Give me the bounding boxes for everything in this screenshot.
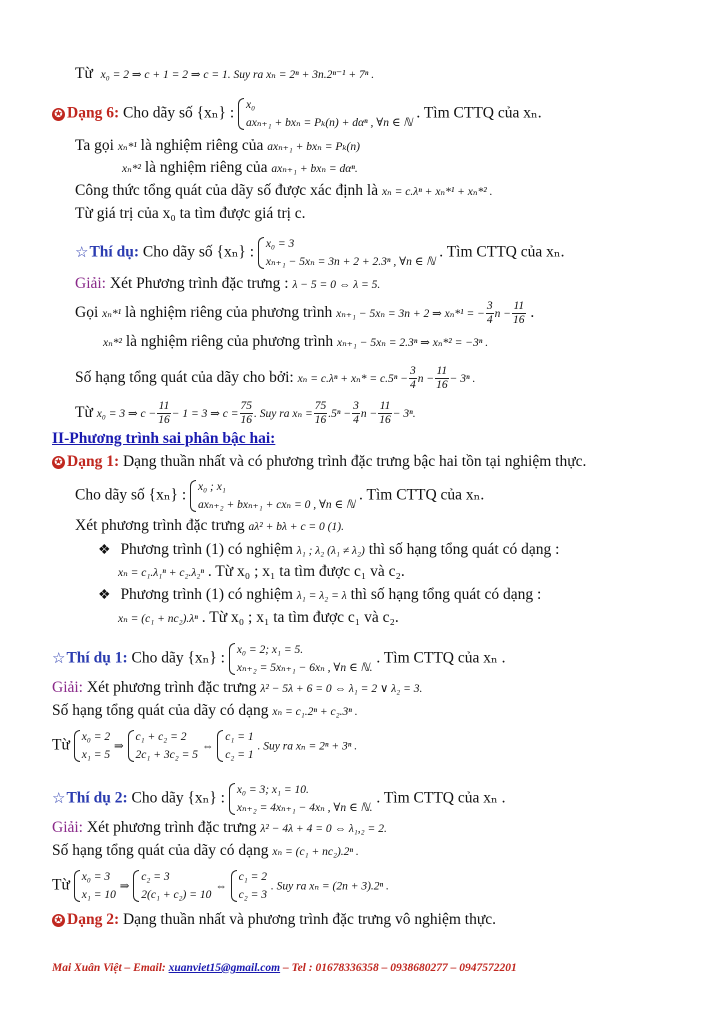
star-bullet-icon: ✪ [52,914,65,927]
formula: . Suy ra xₙ = 2ⁿ + 3ⁿ . [257,740,358,753]
formula: x₀ = 2 ⇒ c + 1 = 2 ⇒ c = 1. Suy ra xₙ = 2ⁿ + 3n.2ⁿ⁻¹ + 7ⁿ . [100,69,375,81]
text: Từ [75,404,93,422]
footer-author: Mai Xuân Việt – Email: [52,962,166,974]
page-footer [52,962,517,974]
text-line [118,562,405,583]
system-brace: c₁ = 2 c₂ = 3 [231,868,267,904]
formula: aλ² + bλ + c = 0 (1). [248,521,344,533]
formula: λ² − 4λ + 4 = 0 ⇔ λ₁,₂ = 2. [260,823,387,835]
system-brace [229,781,373,817]
fraction: $\frac{75}{16}$ [240,400,253,426]
formula: xₙ*² [122,163,141,175]
system-brace: c₂ = 3 2(c₁ + c₂) = 10 [133,868,211,904]
solution-line [75,274,380,295]
text-line [52,701,358,722]
text: . Tìm CTTQ của xₙ. [416,104,542,122]
label: Giải: [52,679,83,696]
formula: xₙ₊₁ − 5xₙ = 2.3ⁿ ⇒ xₙ*² = −3ⁿ . [337,337,489,349]
text: Cho dãy số {xₙ} : [75,486,187,504]
heading-example [75,235,564,271]
text-line [75,300,534,327]
text-line: Từ x₀ = 3 x₁ = 10 ⇒ c₂ = 3 2(c₁ + c₂) = 10 ⇔ c₁ = 2 c₂ = 3 . Suy ra xₙ = (2n + 3).2ⁿ . [52,868,389,904]
formula: xₙ = (c₁ + nc₂).2ⁿ . [272,846,359,858]
fraction: $\frac{11}{16}$ [158,400,170,426]
star-bullet-icon: ✪ [52,108,65,121]
formula: λ₁ ; λ₂ (λ₁ ≠ λ₂) [296,545,365,557]
label: Thí dụ: [89,243,139,261]
text: Xét phương trình đặc trưng [86,819,257,836]
fraction: $\frac{3}{4}$ [409,365,416,391]
text: . Tìm CTTQ của xₙ . [376,789,506,807]
formula: xₙ*² [103,337,122,349]
formula: n − [494,308,512,321]
system-brace [258,235,435,271]
text: . Từ x₀ ; x₁ ta tìm được c₁ và c₂. [207,563,405,580]
formula: xₙ₊₁ − 5xₙ = 3n + 2 ⇒ xₙ*¹ = − [336,308,485,321]
text: Cho dãy {xₙ} : [131,649,225,667]
star-outline-icon: ☆ [52,650,66,667]
text-line [75,365,475,392]
text-line [75,400,416,427]
section-heading: II-Phương trình sai phân bậc hai: [52,430,276,447]
fraction: $\frac{3}{4}$ [353,400,359,426]
formula: λ² − 5λ + 6 = 0 ⇔ λ₁ = 2 ∨ λ₂ = 3. [260,683,423,695]
heading-dang-6 [52,96,542,132]
text-line [75,181,493,202]
text: là nghiệm riêng của phương trình [124,304,333,322]
text: là nghiệm riêng của [144,159,268,176]
fraction: $\frac{3}{4}$ [486,300,493,326]
formula: axₙ₊₁ + bxₙ = Pₖ(n) + dαⁿ , ∀n ∈ ℕ [246,117,413,129]
formula: x₀ = 3; x₁ = 10. [236,784,309,796]
fraction: $\frac{11}{16}$ [379,400,391,426]
text-line [103,332,488,353]
formula: axₙ₊₁ + bxₙ = Pₖ(n) [267,141,360,153]
formula: x₀ = 2; x₁ = 5. [236,644,304,656]
label: Thí dụ 1: [66,649,128,667]
text: Xét phương trình đặc trưng [75,517,245,534]
system-brace [190,478,355,514]
star-outline-icon: ☆ [52,790,66,807]
formula: − 3ⁿ. [392,408,416,421]
text-line [75,136,360,157]
star-outline-icon: ☆ [75,244,89,261]
text: Số hạng tổng quát của dãy có dạng [52,842,269,859]
formula: axₙ₊₂ + bxₙ₊₁ + cxₙ = 0 , ∀n ∈ ℕ [198,499,356,511]
text: . Tìm CTTQ của xₙ . [376,649,506,667]
text: Gọi [75,304,99,322]
text: thì số hạng tổng quát có dạng : [368,541,560,558]
text: Cho dãy {xₙ} : [131,789,225,807]
text: Phương trình (1) có nghiệm [120,541,293,558]
label: Giải: [52,819,83,836]
system-brace [238,96,412,132]
footer-phones: – Tel : 01678336358 – 0938680277 – 0947572201 [282,962,517,974]
text: . Từ x₀ ; x₁ ta tìm được c₁ và c₂. [201,609,399,626]
system-brace: c₁ + c₂ = 2 2c₁ + 3c₂ = 5 [128,728,198,764]
label: Thí dụ 2: [66,789,128,807]
solution-line [52,818,387,839]
text: là nghiệm riêng của [140,137,264,154]
formula: λ₁ = λ₂ = λ [296,590,347,602]
label: Dạng 6: [67,104,120,122]
formula: x₀ [246,99,256,111]
formula: xₙ = c₁.2ⁿ + c₂.3ⁿ . [272,706,358,718]
text: là nghiệm riêng của phương trình [125,333,334,350]
text-line [75,516,344,537]
text: Từ [52,876,70,894]
system-brace [229,641,373,677]
formula: axₙ₊₁ + bxₙ = dαⁿ. [271,163,358,175]
formula: .5ⁿ − [328,408,352,421]
text: . Tìm CTTQ của xₙ. [359,486,485,504]
formula: xₙ₊₂ = 5xₙ₊₁ − 6xₙ , ∀n ∈ ℕ. [236,662,373,674]
formula: xₙ = (c₁ + nc₂).λⁿ [118,613,198,625]
text: Xét Phương trình đặc trưng : [109,275,289,292]
text: Số hạng tổng quát của dãy có dạng [52,702,269,719]
formula: xₙ = c.λⁿ + xₙ*¹ + xₙ*² . [381,186,493,198]
formula: xₙ = c₁.λ₁ⁿ + c₂.λ₂ⁿ [118,567,204,579]
formula: − 1 = 3 ⇒ c = [171,408,239,421]
formula: xₙ₊₂ = 4xₙ₊₁ − 4xₙ , ∀n ∈ ℕ. [236,802,373,814]
system-brace: x₀ = 3 x₁ = 10 [74,868,116,904]
solution-line [52,678,422,699]
fraction: $\frac{11}{16}$ [513,300,525,326]
bullet-line [98,540,559,561]
text-line [75,478,484,514]
formula: n − [360,408,378,421]
text-line [122,158,358,179]
formula: x₀ ; x₁ [198,481,226,493]
text-line [75,204,306,224]
formula: . Suy ra xₙ = [254,408,313,421]
formula: xₙ*¹ [102,308,122,321]
heading-example-1 [52,641,505,677]
text: Dạng thuần nhất và có phương trình đặc trưng bậc hai tồn tại nghiệm thực. [122,453,587,470]
system-brace: x₀ = 2 x₁ = 5 [74,728,110,764]
label: Dạng 2: [67,911,120,928]
text: . Tìm CTTQ của xₙ. [439,243,565,261]
text: Công thức tổng quát của dãy số được xác định là [75,182,379,199]
text-line: Từ x₀ = 2 x₁ = 5 ⇒ c₁ + c₂ = 2 2c₁ + 3c₂ = 5 ⇔ c₁ = 1 c₂ = 1 . Suy ra xₙ = 2ⁿ + 3ⁿ . [52,728,357,764]
diamond-bullet-icon: ❖ [98,543,111,558]
email-link[interactable]: xuanviet15@gmail.com [168,962,281,974]
text: Số hạng tổng quát của dãy cho bởi: [75,369,294,387]
formula: . Suy ra xₙ = (2n + 3).2ⁿ . [270,880,389,893]
fraction: $\frac{11}{16}$ [436,365,448,391]
system-brace: c₁ = 1 c₂ = 1 [217,728,253,764]
diamond-bullet-icon: ❖ [98,588,111,603]
text-line [75,64,374,85]
text: Ta gọi [75,137,114,154]
heading-example-2 [52,781,505,817]
formula: λ − 5 = 0 ⇔ λ = 5. [292,279,381,291]
formula: x₀ = 3 ⇒ c − [96,408,157,421]
star-bullet-icon: ✪ [52,456,65,469]
fraction: $\frac{75}{16}$ [314,400,327,426]
formula: xₙ = c.λⁿ + xₙ* = c.5ⁿ − [297,373,408,386]
text: Từ giá trị của x₀ ta tìm được giá trị c. [75,205,306,222]
label: Giải: [75,275,106,292]
text-line [52,841,359,862]
text: Phương trình (1) có nghiệm [120,586,293,603]
text: Dạng thuần nhất và phương trình đặc trưng vô nghiệm thực. [122,911,497,928]
text: thì số hạng tổng quát có dạng : [350,586,542,603]
text: Xét phương trình đặc trưng [86,679,257,696]
formula: − 3ⁿ . [449,373,476,386]
formula: n − [417,373,435,386]
heading-dang-2 [52,910,496,930]
text: Cho dãy số {xₙ} : [142,243,255,261]
text-line [118,608,399,629]
bullet-line [98,585,541,606]
formula: xₙ*¹ [117,141,137,153]
text: Từ [52,736,70,754]
label: Dạng 1: [67,453,120,470]
text: . [530,304,535,322]
formula: x₀ = 3 [265,238,295,250]
formula: xₙ₊₁ − 5xₙ = 3n + 2 + 2.3ⁿ , ∀n ∈ ℕ [265,256,436,268]
text: Từ [75,65,93,82]
heading-dang-1 [52,452,586,472]
text: Cho dãy số {xₙ} : [122,104,235,122]
